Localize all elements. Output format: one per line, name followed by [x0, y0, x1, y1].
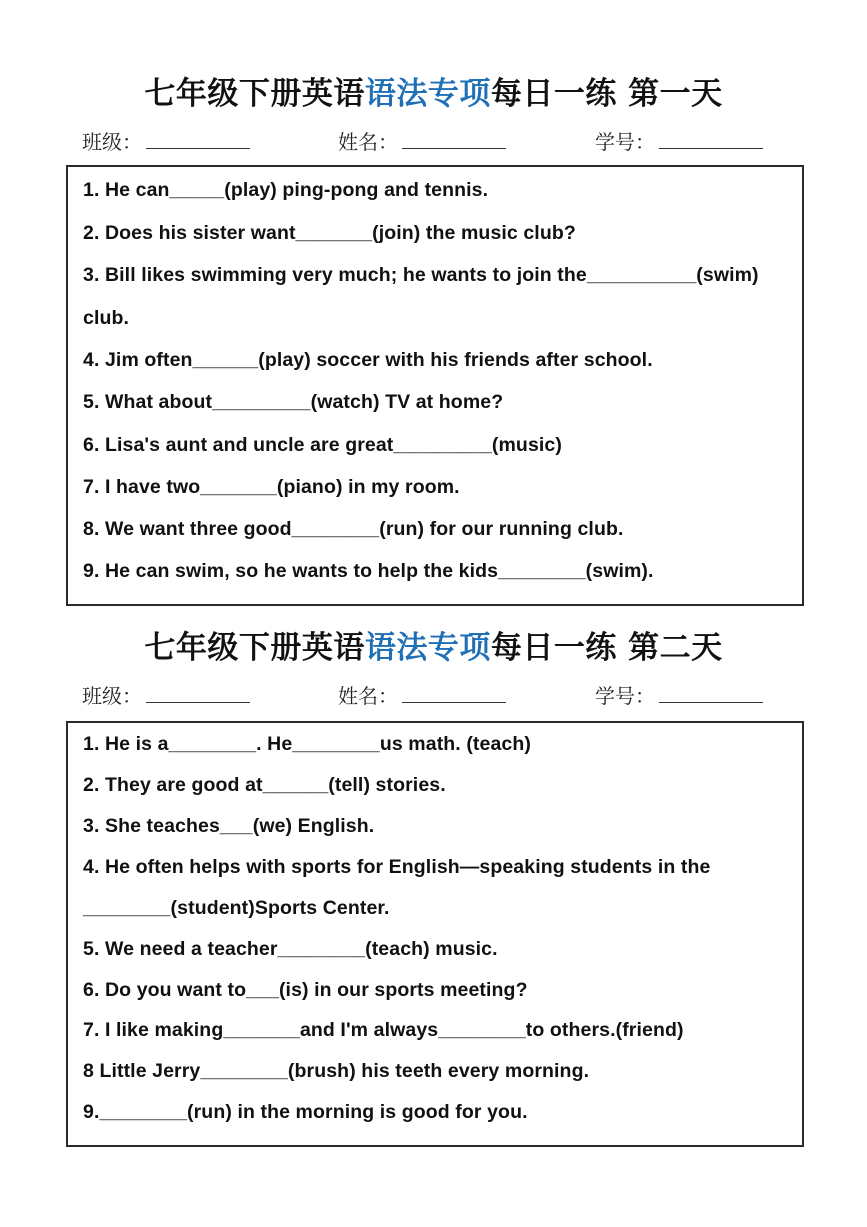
class-label: 班级：: [82, 130, 142, 154]
question-item: ________(student)Sports Center.: [83, 897, 390, 919]
name-label: 姓名：: [338, 130, 398, 154]
question-item: 8. We want three good________(run) for our running club.: [83, 518, 624, 540]
question-item: 9. He can swim, so he wants to help the kids________(swim).: [83, 560, 654, 582]
number-label: 学号：: [595, 130, 655, 154]
question-item: 2. Does his sister want_______(join) the music club?: [83, 222, 576, 244]
class-field: [82, 126, 250, 155]
section-2-question-box: [66, 721, 804, 1147]
question-item: 2. They are good at______(tell) stories.: [83, 774, 446, 796]
class-blank[interactable]: [146, 684, 250, 703]
question-item: 3. Bill likes swimming very much; he wants to join the__________(swim): [83, 264, 759, 286]
question-item: 3. She teaches___(we) English.: [83, 815, 375, 837]
question-item: 5. We need a teacher________(teach) music.: [83, 938, 498, 960]
question-item: 4. He often helps with sports for English—speaking students in the: [83, 856, 711, 878]
question-item: 9.________(run) in the morning is good for you.: [83, 1101, 528, 1123]
name-blank[interactable]: [402, 130, 506, 149]
class-field: [82, 680, 250, 709]
question-item: 4. Jim often______(play) soccer with his friends after school.: [83, 349, 653, 371]
question-item: 6. Lisa's aunt and uncle are great_________(music): [83, 434, 562, 456]
number-blank[interactable]: [659, 130, 763, 149]
question-item: club.: [83, 307, 130, 329]
title-suffix: 每日一练 第一天: [490, 76, 723, 112]
class-label: 班级：: [82, 684, 142, 708]
title-accent: 语法专项: [364, 76, 491, 112]
name-label: 姓名：: [338, 684, 398, 708]
question-item: 1. He is a________. He________us math. (teach): [83, 733, 531, 755]
name-field: [338, 680, 506, 709]
question-item: 6. Do you want to___(is) in our sports meeting?: [83, 979, 528, 1001]
section-1-question-box: [66, 165, 804, 606]
question-item: 8 Little Jerry________(brush) his teeth every morning.: [83, 1060, 590, 1082]
section-1-title: [0, 68, 867, 113]
name-field: [338, 126, 506, 155]
section-2-info-row: [0, 680, 867, 710]
question-item: 5. What about_________(watch) TV at home?: [83, 391, 504, 413]
section-2-title: [0, 622, 867, 667]
number-field: [595, 680, 763, 709]
number-field: [595, 126, 763, 155]
number-blank[interactable]: [659, 684, 763, 703]
question-item: 1. He can_____(play) ping-pong and tennis.: [83, 179, 489, 201]
name-blank[interactable]: [402, 684, 506, 703]
question-item: 7. I like making_______and I'm always________to others.(friend): [83, 1019, 684, 1041]
title-suffix: 每日一练 第二天: [490, 630, 723, 666]
number-label: 学号：: [595, 684, 655, 708]
section-1-info-row: [0, 126, 867, 156]
class-blank[interactable]: [146, 130, 250, 149]
title-prefix: 七年级下册英语: [144, 630, 365, 666]
title-prefix: 七年级下册英语: [144, 76, 365, 112]
question-item: 7. I have two_______(piano) in my room.: [83, 476, 460, 498]
title-accent: 语法专项: [364, 630, 491, 666]
